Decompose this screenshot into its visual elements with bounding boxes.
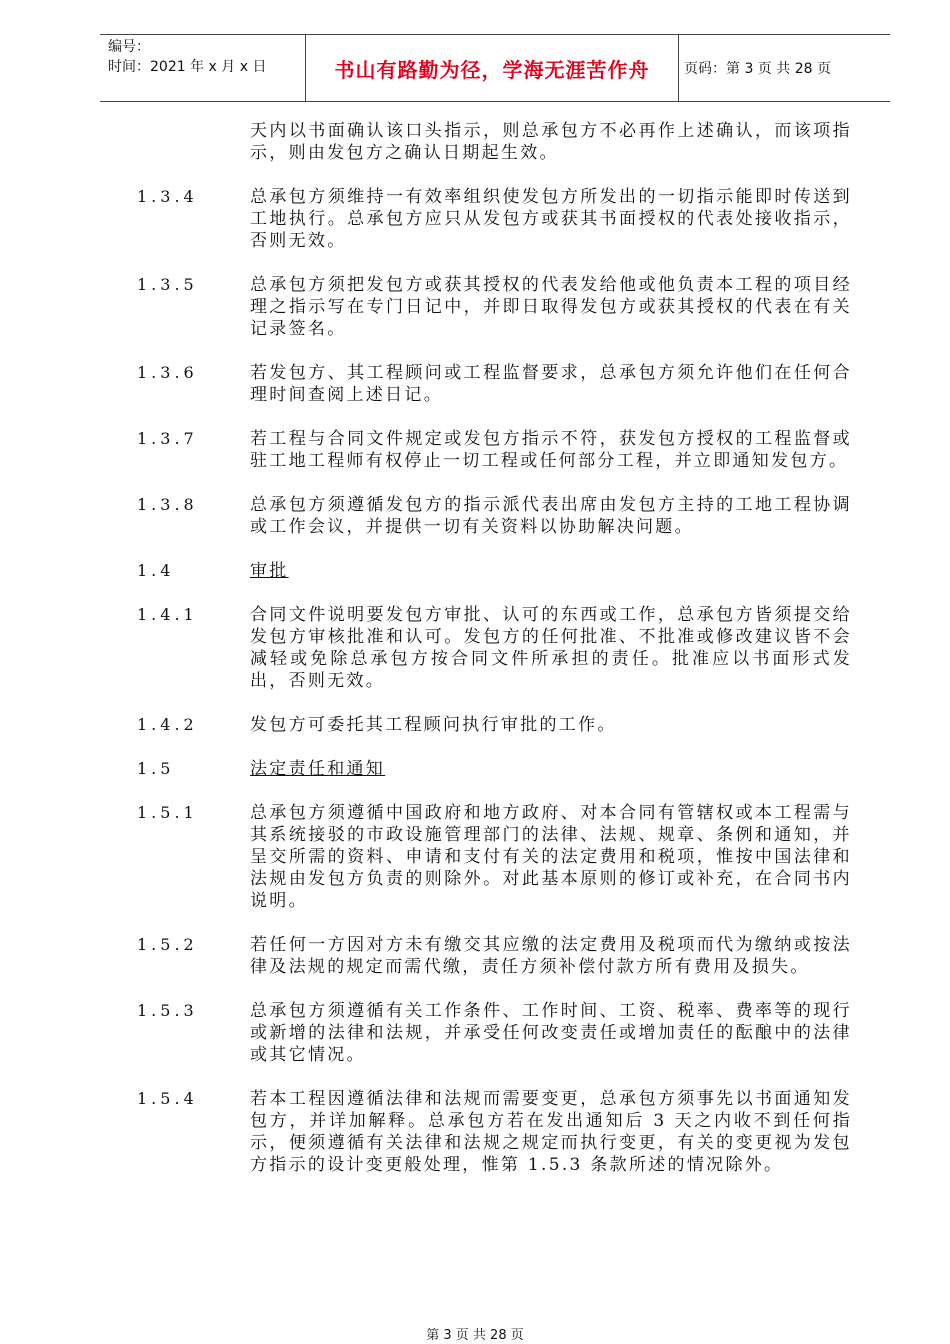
document-time-label: 时间：2021 年 x 月 x 日 [108, 59, 267, 75]
clause-text: 合同文件说明要发包方审批、认可的东西或工作，总承包方皆须提交给发包方审核批准和认可。发包方的任何批准、不批准或修改建议皆不会减轻或免除总承包方按合同文件所承担的责任。批准应以书面形式发出，否则无效。 [250, 605, 852, 691]
section-heading: 法定责任和通知 [250, 759, 386, 779]
clause-number: 1.5.1 [137, 803, 198, 822]
clause-number: 1.3.8 [137, 495, 198, 514]
document-number-label: 编号： [108, 39, 150, 55]
clause-text: 总承包方须遵循发包方的指示派代表出席由发包方主持的工地工程协调或工作会议，并提供一切有关资料以协助解决问题。 [250, 495, 852, 537]
section-number: 1.4 [137, 561, 175, 580]
clause-number: 1.5.3 [137, 1001, 198, 1020]
section-1-5 [0, 758, 950, 780]
clause-number: 1.4.1 [137, 605, 198, 624]
clause-1-3-6 [0, 362, 950, 406]
page-footer: 第 3 页 共 28 页 [426, 1328, 524, 1343]
clause-continuation [0, 120, 950, 164]
header-motto: 书山有路勤为径，学海无涯苦作舟 [305, 35, 679, 101]
clause-1-5-4 [0, 1088, 950, 1176]
document-body [0, 120, 950, 1198]
clause-1-5-2 [0, 934, 950, 978]
clause-1-5-3 [0, 1000, 950, 1066]
clause-1-3-8 [0, 494, 950, 538]
clause-1-4-2 [0, 714, 950, 736]
clause-text: 总承包方须维持一有效率组织使发包方所发出的一切指示能即时传送到工地执行。总承包方应只从发包方或获其书面授权的代表处接收指示，否则无效。 [250, 187, 852, 251]
clause-number: 1.3.7 [137, 429, 198, 448]
section-heading: 审批 [250, 561, 289, 581]
clause-text: 若发包方、其工程顾问或工程监督要求，总承包方须允许他们在任何合理时间查阅上述日记。 [250, 363, 852, 405]
clause-number: 1.3.6 [137, 363, 198, 382]
clause-1-3-7 [0, 428, 950, 472]
clause-1-4-1 [0, 604, 950, 692]
clause-number: 1.3.4 [137, 187, 198, 206]
clause-number: 1.3.5 [137, 275, 198, 294]
clause-number: 1.5.4 [137, 1089, 198, 1108]
clause-1-3-5 [0, 274, 950, 340]
clause-1-5-1 [0, 802, 950, 912]
clause-text: 总承包方须遵循中国政府和地方政府、对本合同有管辖权或本工程需与其系统接驳的市政设施管理部门的法律、法规、规章、条例和通知，并呈交所需的资料、申请和支付有关的法定费用和税项，惟按中国法律和法规由发包方负责的则除外。对此基本原则的修订或补充，在合同书内说明。 [250, 803, 852, 911]
clause-text: 总承包方须把发包方或获其授权的代表发给他或他负责本工程的项目经理之指示写在专门日记中，并即日取得发包方或获其授权的代表在有关记录签名。 [250, 275, 852, 339]
clause-text: 总承包方须遵循有关工作条件、工作时间、工资、税率、费率等的现行或新增的法律和法规，并承受任何改变责任或增加责任的酝酿中的法律或其它情况。 [250, 1001, 852, 1065]
clause-text: 若本工程因遵循法律和法规而需要变更，总承包方须事先以书面通知发包方，并详加解释。总承包方若在发出通知后 3 天之内收不到任何指示，便须遵循有关法律和法规之规定而执行变更，有关的变更视为发包方指示的设计变更般处理，惟第 1.5.3 条款所述的情况除外。 [250, 1089, 852, 1175]
clause-text: 发包方可委托其工程顾问执行审批的工作。 [250, 715, 617, 735]
page-header [100, 34, 890, 102]
clause-number: 1.5.2 [137, 935, 198, 954]
clause-text: 若任何一方因对方未有缴交其应缴的法定费用及税项而代为缴纳或按法律及法规的规定而需代缴，责任方须补偿付款方所有费用及损失。 [250, 935, 852, 977]
header-page-label: 页码：第 3 页 共 28 页 [684, 61, 831, 77]
clause-number: 1.4.2 [137, 715, 198, 734]
section-number: 1.5 [137, 759, 175, 778]
clause-text: 若工程与合同文件规定或发包方指示不符，获发包方授权的工程监督或驻工地工程师有权停止一切工程或任何部分工程，并立即通知发包方。 [250, 429, 852, 471]
clause-1-3-4 [0, 186, 950, 252]
header-meta [108, 37, 308, 77]
section-1-4 [0, 560, 950, 582]
clause-text: 天内以书面确认该口头指示，则总承包方不必再作上述确认，而该项指示，则由发包方之确认日期起生效。 [250, 121, 852, 163]
